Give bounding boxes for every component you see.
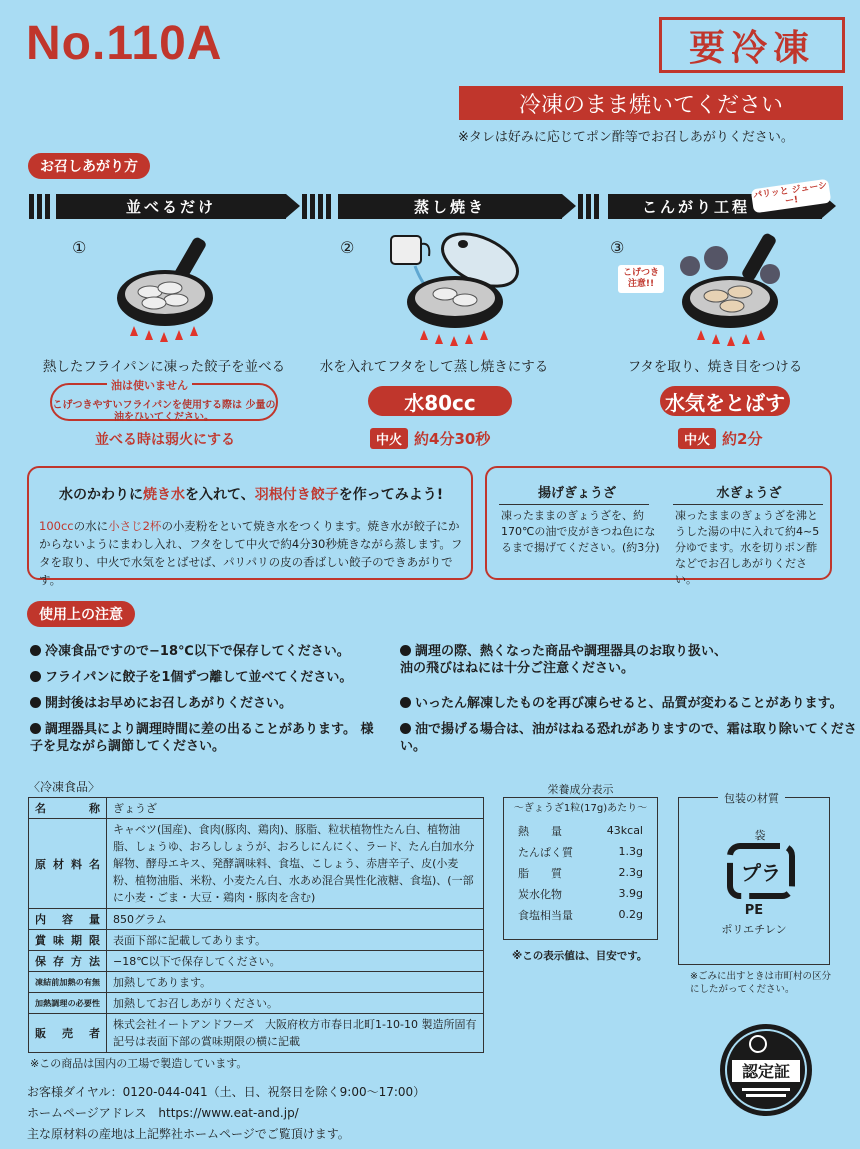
plastic-recycle-icon xyxy=(726,842,796,900)
step3-caption: フタを取り、焼き目をつける xyxy=(627,359,803,375)
howto-heading: お召しあがり方 xyxy=(28,153,150,179)
step3-number: ③ xyxy=(610,238,625,257)
caution-item: 調理器具により調理時間に差の出ることがあります。 様子を見ながら調節してください。 xyxy=(30,722,374,754)
caution-item: 開封後はお早めにお召しあがりください。 xyxy=(30,695,292,712)
water-amount-badge: 水80cc xyxy=(368,386,512,416)
step2-heat-time xyxy=(370,428,490,449)
nutrition-row: 炭水化物 3.9g xyxy=(518,887,643,901)
table-row: 販売者 株式会社イートアンドフーズ 大阪府枚方市春日北町1-10-10 製造所固有記号は表面下部の賞味期限の横に記載 xyxy=(29,1014,484,1053)
evaporate-badge: 水気をとばす xyxy=(660,386,790,416)
step2-number: ② xyxy=(340,238,355,257)
step3-bar: こんがり工程 xyxy=(608,194,822,219)
material-name: ポリエチレン xyxy=(721,923,787,936)
sauce-note: ※タレは好みに応じてポン酢等でお召しあがりください。 xyxy=(458,130,794,145)
seal-text: 認定証 xyxy=(741,1062,791,1081)
cook-time: 約2分 xyxy=(722,430,763,448)
pan-browning-illustration xyxy=(672,226,792,350)
fried-gyoza-body: 凍ったままのぎょうざを、約170℃の油で皮がきつね色になるまで揚げてください。(約3分) xyxy=(501,509,660,554)
fried-gyoza-title: 揚げぎょうざ xyxy=(537,486,616,501)
caution-item: 油で揚げる場合は、油がはねる恐れがありますので、霜は取り除いてください。 xyxy=(400,722,857,754)
table-row: 原材料名 キャベツ(国産)、食肉(豚肉、鶏肉)、豚脂、粒状植物性たん白、植物油脂、しょうゆ、おろししょうが、おろしにんにく、ラード、たん白加水分解物、酵母エキス、発酵調味料、食塩、こしょう、赤唐辛子、皮(小麦粉、植物油脂、米粉、小麦たん白、水あめ混合異性化液糖、食塩)、(一部に小麦・ごま・大豆・鶏肉・豚肉を含む) xyxy=(29,819,484,909)
step1-caption: 熱したフライパンに凍った餃子を並べる xyxy=(42,359,286,375)
product-number: No.110A xyxy=(26,17,223,70)
table-row: 加熱調理の必要性 加熱してお召しあがりください。 xyxy=(29,993,484,1014)
step2-arrow xyxy=(562,194,576,218)
nutrition-row: 熱 量 43kcal xyxy=(518,824,643,838)
boiled-gyoza-title: 水ぎょうざ xyxy=(716,486,782,501)
homepage-address: ホームページアドレス https://www.eat-and.jp/ xyxy=(27,1106,299,1120)
winged-gyoza-title: 水のかわりに焼き水を入れて、羽根付き餃子を作ってみよう! xyxy=(59,487,444,503)
nutrition-subtitle: 〜ぎょうざ1粒(17g)あたり〜 xyxy=(513,803,648,814)
step3-heat-time xyxy=(678,428,762,449)
winged-gyoza-box xyxy=(27,466,473,587)
divider xyxy=(499,504,649,505)
nutrition-note: ※この表示値は、目安です。 xyxy=(512,950,648,962)
table-row: 賞味期限 表面下部に記載してあります。 xyxy=(29,930,484,951)
oil-note-text: こげつきやすいフライパンを使用する際は 少量の油をひいてください。 xyxy=(52,400,276,423)
bar-stripes xyxy=(302,194,334,219)
table-row: 名称 ぎょうざ xyxy=(29,798,484,819)
scorch-caution-tag: こげつき 注意!! xyxy=(618,265,664,293)
pan-with-gyoza-illustration xyxy=(110,228,222,348)
food-label-table xyxy=(28,797,484,1053)
step2-caption: 水を入れてフタをして蒸し焼きにする xyxy=(319,359,549,375)
table-row: 凍結前加熱の有無 加熱してあります。 xyxy=(29,972,484,993)
caution-item: 冷凍食品ですので−18℃以下で保存してください。 xyxy=(30,643,350,660)
bar-stripes xyxy=(578,194,602,219)
cook-time: 約4分30秒 xyxy=(414,430,491,448)
packaging-title: 包装の材質 xyxy=(718,790,785,806)
disposal-note: ※ごみに出すときは市町村の区分にしたがってください。 xyxy=(690,971,831,995)
domestic-factory-note: ※この商品は国内の工場で製造しています。 xyxy=(30,1057,248,1070)
step1-arrow xyxy=(286,194,300,218)
nutrition-table xyxy=(503,797,658,940)
heat-tag: 中火 xyxy=(678,428,716,449)
winged-gyoza-body: 100ccの水に小さじ2杯の小麦粉をといて焼き水をつくります。焼き水が餃子にかからないようにまわし入れ、フタをして中火で約4分30秒焼きながら蒸します。フタを取り、中火で水気をとばせば、パリパリの皮の香ばしい餃子のできあがりです。 xyxy=(39,519,463,587)
caution-item: いったん解凍したものを再び凍らせると、品質が変わることがあります。 xyxy=(400,695,843,712)
customer-phone: お客様ダイヤル：0120-044-041（土、日、祝祭日を除く9:00〜17:00） xyxy=(27,1085,426,1099)
nutrition-row: 食塩相当量 0.2g xyxy=(518,908,643,922)
boiled-gyoza-body: 凍ったままのぎょうざを沸とうした湯の中に入れて約4~5分ゆでます。水を切りポン酢などでお召しあがりください。 xyxy=(675,509,820,586)
bar-stripes xyxy=(29,194,53,219)
step1-bar: 並べるだけ xyxy=(56,194,286,219)
caution-heading: 使用上の注意 xyxy=(27,601,135,627)
heat-tag: 中火 xyxy=(370,428,408,449)
table-row: 内容量 850グラム xyxy=(29,909,484,930)
oil-note-heading: 油は使いません xyxy=(107,377,192,393)
weak-fire-note: 並べる時は弱火にする xyxy=(95,432,235,448)
step1-number: ① xyxy=(72,238,87,257)
origin-note: 主な原材料の産地は上記弊社ホームページでご覧頂けます。 xyxy=(27,1127,350,1141)
nutrition-row: 脂 質 2.3g xyxy=(518,866,643,880)
table-row: 保存方法 −18℃以下で保存してください。 xyxy=(29,951,484,972)
caution-item: フライパンに餃子を1個ずつ離して並べてください。 xyxy=(30,669,352,686)
recycle-mark-text: プラ xyxy=(741,861,781,885)
alt-methods-box xyxy=(485,466,832,586)
material-code: PE xyxy=(744,903,764,918)
caution-item: 調理の際、熱くなった商品や調理器具のお取り扱い、 油の飛びはねには十分ご注意ください。 xyxy=(400,644,728,676)
nutrition-row: たんぱく質 1.3g xyxy=(518,845,643,859)
frozen-label: 要冷凍 xyxy=(659,17,845,73)
pan-with-lid-illustration xyxy=(385,222,525,350)
nutrition-title: 栄養成分表示 xyxy=(547,783,614,796)
divider xyxy=(673,504,823,505)
food-category: 〈冷凍食品〉 xyxy=(28,780,101,794)
certification-seal-icon xyxy=(718,1022,814,1118)
bake-instruction-banner: 冷凍のまま焼いてください xyxy=(459,86,843,120)
step2-bar: 蒸し焼き xyxy=(338,194,562,219)
bag-label: 袋 xyxy=(754,829,766,842)
crispy-tag: パリッと ジューシー! xyxy=(751,179,832,214)
